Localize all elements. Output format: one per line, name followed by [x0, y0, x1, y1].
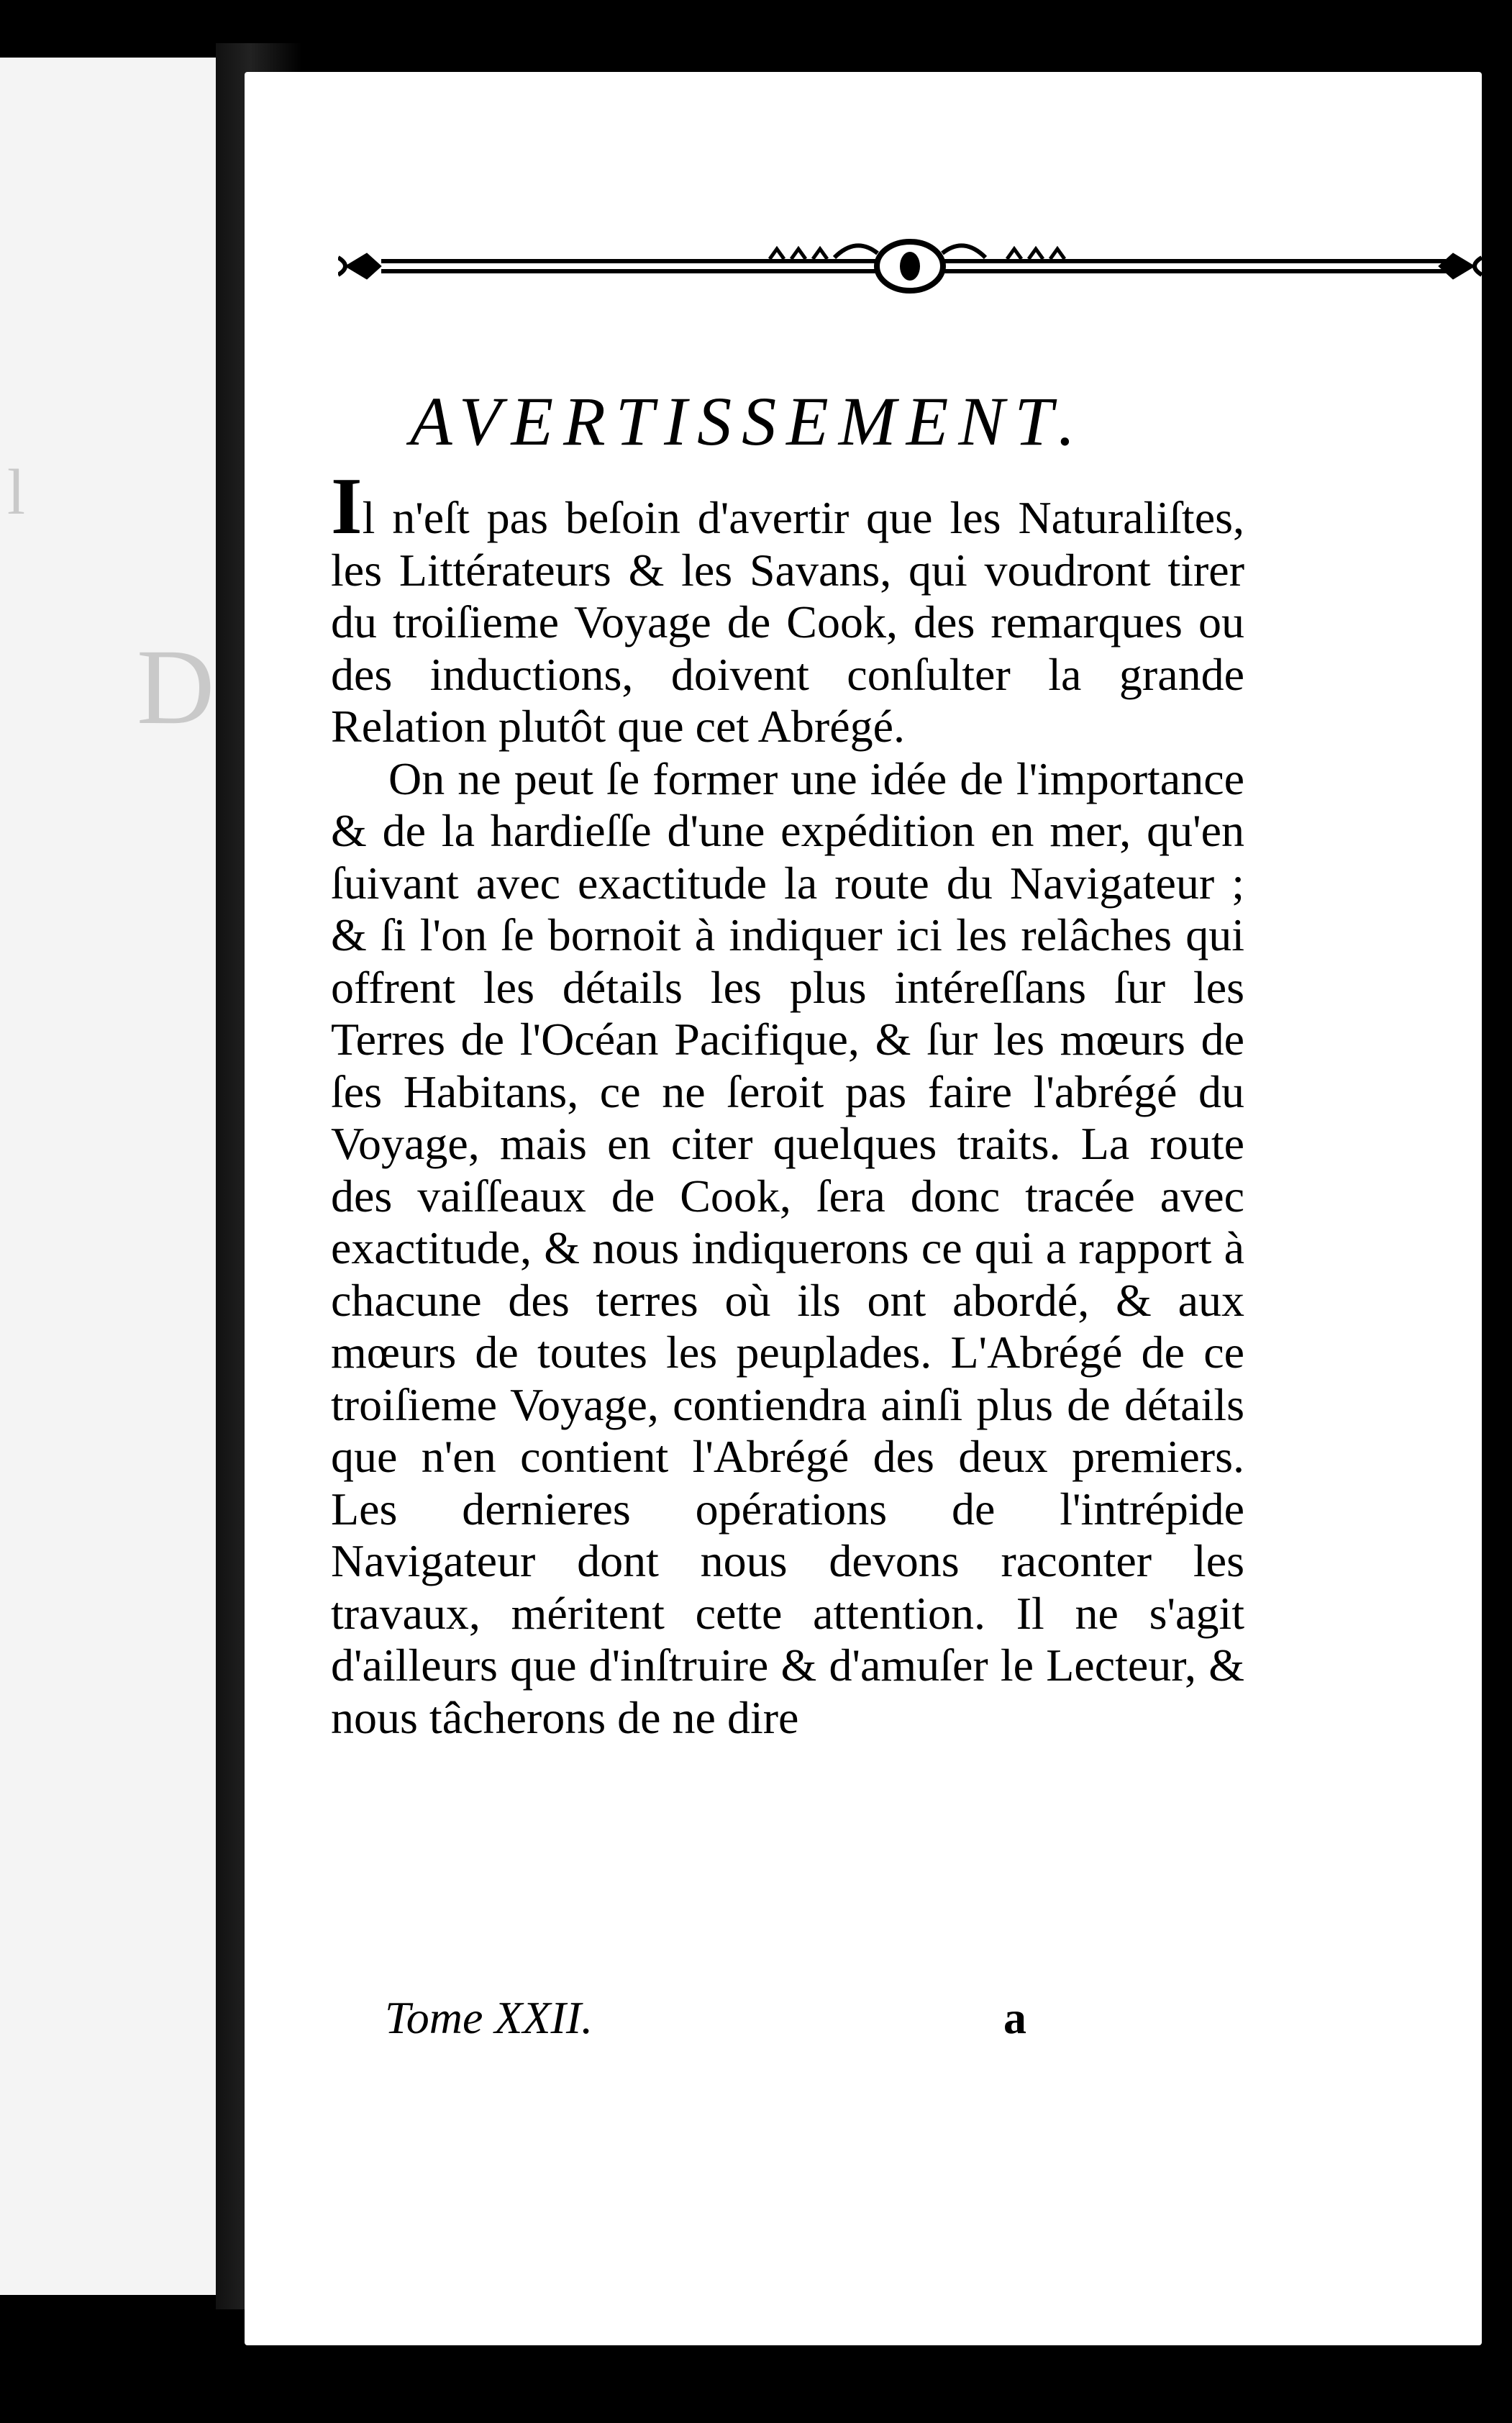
signature-mark: a	[1003, 1992, 1026, 2043]
bleed-through-mark: l	[7, 457, 26, 528]
document-page	[245, 72, 1482, 2345]
bleed-through-mark: D	[137, 627, 215, 747]
paragraph-2: On ne peut ſe former une idée de l'importance & de la hardieſſe d'une expédition en mer, qu'en ſuivant avec exactitude la route du Navigateur ; & ſi l'on ſe bornoit à indiquer ici les relâches qui offrent les détails les plus intéreſſans ſur les Terres de l'Océan Pacifique, & ſur les mœurs de ſes Habitans, ce ne ſeroit pas faire l'abrégé du Voyage, mais en citer quelques traits. La route des vaiſſeaux de Cook, ſera donc tracée avec exactitude, & nous indiquerons ce qui a rapport à chacune des terres où ils ont abordé, & aux mœurs de toutes les peuplades. L'Abrégé de ce troiſieme Voyage, contiendra ainſi plus de détails que n'en contient l'Abrégé des deux premiers. Les dernieres opérations de l'intrépide Navigateur dont nous devons raconter les travaux, méritent cette attention. Il ne s'agit d'ailleurs que d'inſtruire & d'amuſer le Lecteur, & nous tâcherons de ne dire	[331, 753, 1244, 1743]
scan-border	[1483, 0, 1512, 2423]
facing-page	[0, 58, 216, 2295]
body-text	[331, 462, 1244, 1744]
volume-label: Tome XXII.	[385, 1992, 593, 2043]
paragraph-1: Il n'eſt pas beſoin d'avertir que les Naturaliſtes, les Littérateurs & les Savans, qui voudront tirer du troiſieme Voyage de Cook, des remarques ou des inductions, doivent conſulter la grande Relation plutôt que cet Abrégé.	[331, 462, 1244, 752]
decorative-headpiece-icon	[338, 229, 1482, 308]
page-title: AVERTISSEMENT.	[410, 383, 1085, 460]
